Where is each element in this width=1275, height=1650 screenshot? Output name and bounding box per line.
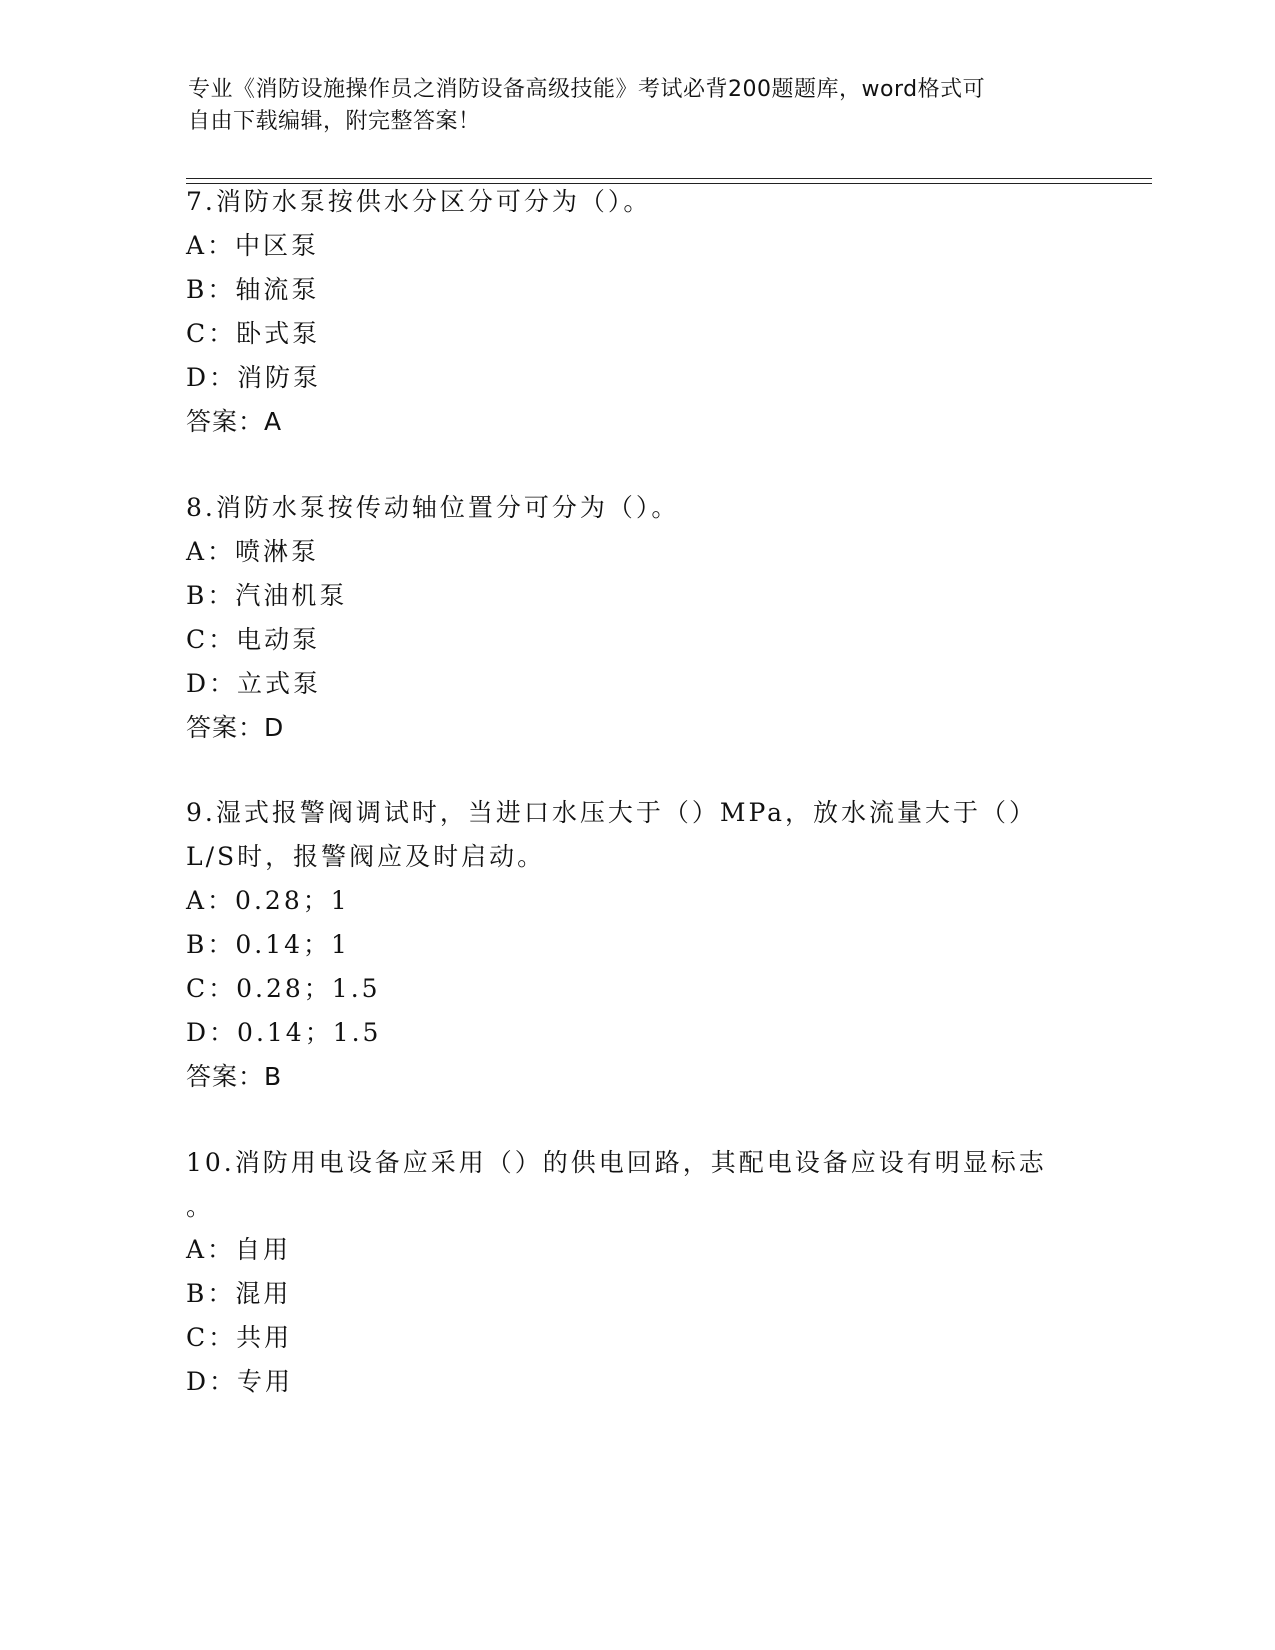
- question-10-option-a: A：自用: [186, 1235, 292, 1264]
- question-8-answer: 答案：D: [186, 713, 285, 742]
- question-7-option-b: B：轴流泵: [186, 275, 320, 304]
- question-9-answer: 答案：B: [186, 1062, 283, 1091]
- header-line-2: 自由下载编辑，附完整答案！: [188, 109, 481, 134]
- question-9-option-b: B：0.14；1: [186, 930, 350, 959]
- question-9-option-a: A：0.28；1: [186, 886, 350, 915]
- question-7-option-d: D：消防泵: [186, 363, 322, 392]
- header-line-1: 专业《消防设施操作员之消防设备高级技能》考试必背200题题库，word格式可: [188, 77, 986, 102]
- question-10-stem-line-2: 。: [186, 1192, 215, 1221]
- question-10-stem-line-1: 10.消防用电设备应采用（）的供电回路，其配电设备应设有明显标志: [186, 1148, 1047, 1177]
- question-9-stem-line-1: 9.湿式报警阀调试时，当进口水压大于（）MPa，放水流量大于（）: [186, 798, 1038, 827]
- header-divider-bottom: [186, 183, 1152, 184]
- question-7-option-c: C：卧式泵: [186, 319, 321, 348]
- question-7-stem: 7.消防水泵按供水分区分可分为（）。: [186, 187, 652, 216]
- question-8-option-c: C：电动泵: [186, 625, 321, 654]
- question-8-stem: 8.消防水泵按传动轴位置分可分为（）。: [186, 493, 680, 522]
- question-9-option-c: C：0.28；1.5: [186, 974, 381, 1003]
- question-7-option-a: A：中区泵: [186, 231, 320, 260]
- document-header: [188, 74, 1068, 138]
- question-8-option-d: D：立式泵: [186, 669, 322, 698]
- question-9-option-d: D：0.14；1.5: [186, 1018, 382, 1047]
- question-10-option-d: D：专用: [186, 1367, 294, 1396]
- question-10-option-b: B：混用: [186, 1279, 292, 1308]
- header-divider-top: [186, 178, 1152, 179]
- question-7-answer: 答案：A: [186, 407, 283, 436]
- question-9-stem-line-2: L/S时，报警阀应及时启动。: [186, 842, 546, 871]
- question-10-option-c: C：共用: [186, 1323, 293, 1352]
- question-8-option-b: B：汽油机泵: [186, 581, 348, 610]
- question-8-option-a: A：喷淋泵: [186, 537, 320, 566]
